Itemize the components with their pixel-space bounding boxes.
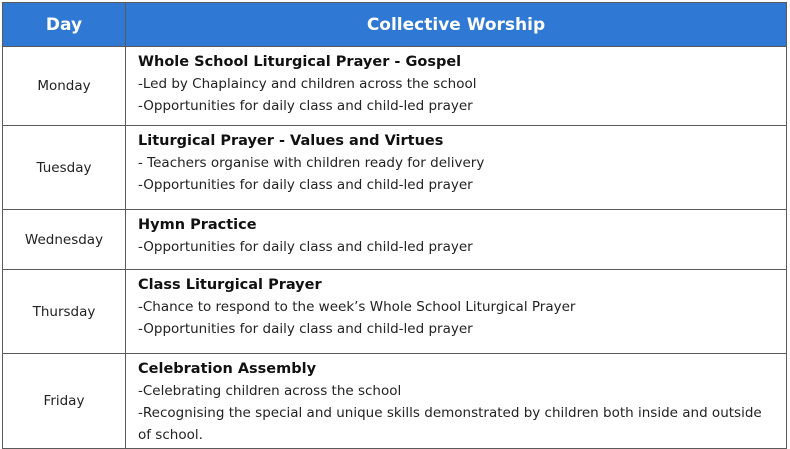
day-cell: Tuesday [3, 126, 126, 210]
worship-column-header: Collective Worship [126, 3, 787, 47]
worship-title: Class Liturgical Prayer [138, 277, 322, 293]
table-body [3, 47, 787, 449]
worship-detail: -Opportunities for daily class and child-led prayer [138, 239, 473, 255]
table-header [3, 3, 787, 47]
worship-detail: -Recognising the special and unique skills demonstrated by children both inside and outside of school. [138, 405, 762, 443]
worship-detail: -Opportunities for daily class and child-led prayer [138, 177, 473, 193]
worship-title: Celebration Assembly [138, 361, 317, 377]
day-cell: Wednesday [3, 210, 126, 270]
day-column-header: Day [3, 3, 126, 47]
worship-detail: -Chance to respond to the week’s Whole School Liturgical Prayer [138, 299, 576, 315]
table-row-wednesday [3, 210, 787, 270]
table-row-monday [3, 47, 787, 126]
worship-title: Hymn Practice [138, 217, 257, 233]
collective-worship-table [2, 2, 787, 449]
worship-title: Liturgical Prayer - Values and Virtues [138, 133, 444, 149]
worship-detail: - Teachers organise with children ready for delivery [138, 155, 485, 171]
header-row [3, 3, 787, 47]
table-row-friday [3, 354, 787, 449]
worship-cell [126, 47, 787, 126]
day-cell: Monday [3, 47, 126, 126]
table-row-thursday [3, 270, 787, 354]
worship-detail: -Led by Chaplaincy and children across the school [138, 76, 477, 92]
worship-cell [126, 126, 787, 210]
worship-detail: -Celebrating children across the school [138, 383, 402, 399]
day-cell: Thursday [3, 270, 126, 354]
worship-cell [126, 270, 787, 354]
worship-cell [126, 210, 787, 270]
worship-detail: -Opportunities for daily class and child-led prayer [138, 98, 473, 114]
table-row-tuesday [3, 126, 787, 210]
worship-detail: -Opportunities for daily class and child-led prayer [138, 321, 473, 337]
worship-title: Whole School Liturgical Prayer - Gospel [138, 54, 462, 70]
day-cell: Friday [3, 354, 126, 449]
worship-cell [126, 354, 787, 449]
